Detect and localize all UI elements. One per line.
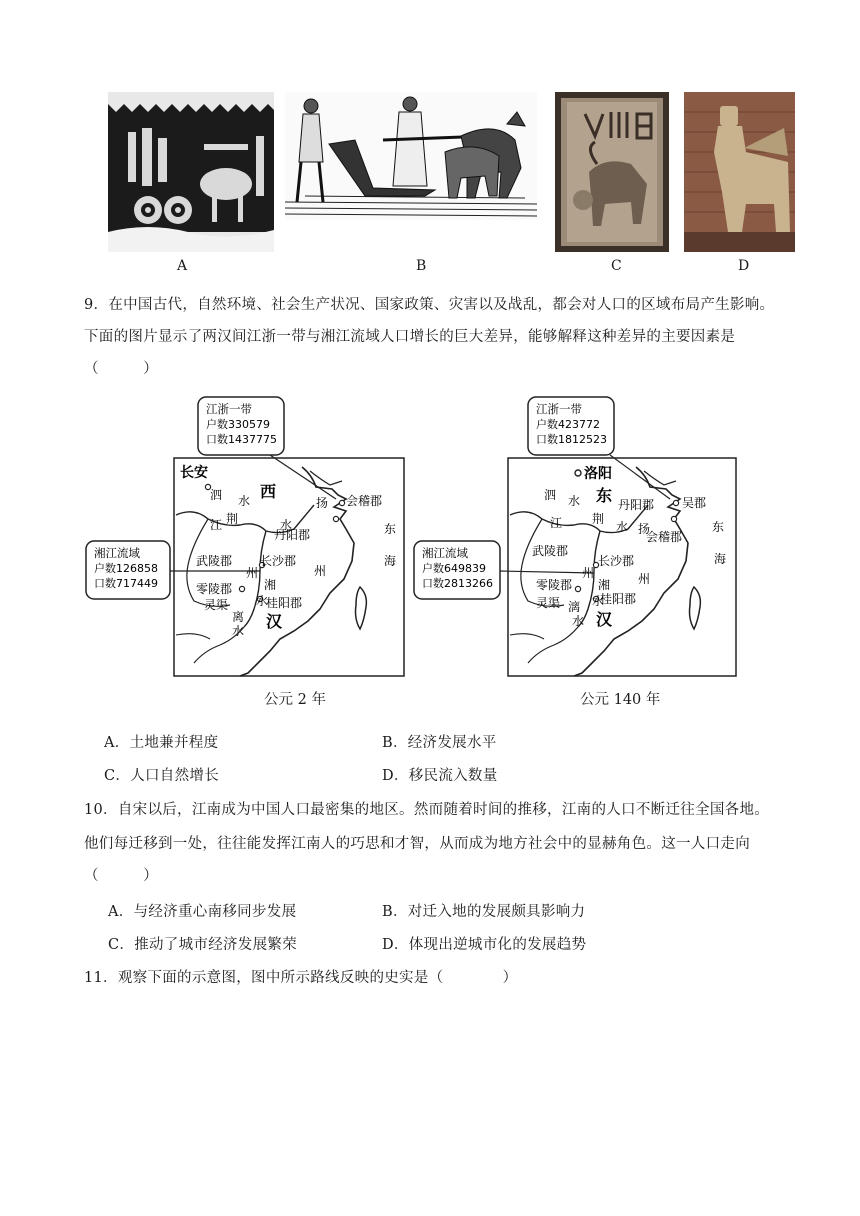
left-label-capital: 长安 <box>180 465 208 481</box>
q9-option-a[interactable]: A．土地兼并程度 <box>104 735 219 751</box>
left-map-label-zhou2: 州 <box>314 564 327 578</box>
map-eastern-han <box>412 395 742 685</box>
right-map-label-yang: 扬 <box>638 522 651 536</box>
q9-stem-line2: 下面的图片显示了两汉间江浙一带与湘江流域人口增长的巨大差异，能够解释这种差异的主要因素是 <box>84 329 736 345</box>
q9-option-c[interactable]: C．人口自然增长 <box>104 768 219 784</box>
left-jz-title: 江浙一带 <box>206 402 252 416</box>
right-map-label-zhou1: 州 <box>582 566 595 580</box>
image-label-c: C <box>611 258 622 274</box>
right-xj-hu: 户数649839 <box>422 562 486 575</box>
right-map-caption: 公元 140 年 <box>580 692 661 708</box>
right-label-dyn2: 汉 <box>596 610 613 629</box>
left-label-wuling: 武陵郡 <box>196 554 233 568</box>
right-xj-kou: 口数2813266 <box>422 577 493 590</box>
left-map-label-jing: 荆 <box>226 512 239 526</box>
left-map-label-dong: 东 <box>384 522 397 536</box>
right-map-label-dong: 东 <box>712 520 725 534</box>
right-map-label-hai: 海 <box>714 552 727 566</box>
map-western-han <box>84 395 414 685</box>
left-xj-kou: 口数717449 <box>94 577 158 590</box>
right-jz-kou: 口数1812523 <box>536 433 607 446</box>
left-map-label-shui2: 水 <box>280 518 293 532</box>
left-label-guiyang: 桂阳郡 <box>266 596 303 610</box>
q9-option-b[interactable]: B．经济发展水平 <box>382 735 497 751</box>
left-label-lingqu: 灵渠 <box>204 598 229 612</box>
right-jz-title: 江浙一带 <box>536 402 582 416</box>
right-label-wu: 吴郡 <box>682 496 707 510</box>
right-map-label-li: 漓 <box>568 600 581 614</box>
right-label-lingling: 零陵郡 <box>536 578 573 592</box>
left-label-kuaiji: 会稽郡 <box>346 494 383 508</box>
left-xj-title: 湘江流域 <box>94 546 140 560</box>
right-map-label-shui4: 水 <box>572 614 585 628</box>
right-map-label-xiang: 湘 <box>598 578 611 592</box>
right-map-label-zhou2: 州 <box>638 572 651 586</box>
left-xj-hu: 户数126858 <box>94 562 158 575</box>
right-jz-hu: 户数423772 <box>536 418 600 431</box>
right-label-changsha: 长沙郡 <box>598 554 635 568</box>
image-label-a: A <box>177 258 188 274</box>
q10-option-c[interactable]: C．推动了城市经济发展繁荣 <box>108 937 297 953</box>
right-map-label-shui3: 水 <box>592 594 605 608</box>
image-c-indus-seal <box>555 92 669 252</box>
right-xj-title: 湘江流域 <box>422 546 468 560</box>
left-map-label-shui1: 水 <box>238 494 251 508</box>
left-label-danyang: 丹阳郡 <box>274 528 311 542</box>
right-map-label-shui2: 水 <box>616 520 629 534</box>
q9-stem-line1: 9．在中国古代，自然环境、社会生产状况、国家政策、灾害以及战乱，都会对人口的区域布局产生影响。 <box>84 297 775 313</box>
q10-option-d[interactable]: D．体现出逆城市化的发展趋势 <box>382 937 587 953</box>
q10-option-b[interactable]: B．对迁入地的发展颇具影响力 <box>382 904 586 920</box>
left-map-label-xiang: 湘 <box>264 578 277 592</box>
right-label-kuaiji: 会稽郡 <box>646 530 683 544</box>
left-jz-hu: 户数330579 <box>206 418 270 431</box>
image-label-d: D <box>738 258 750 274</box>
left-map-label-jiang: 江 <box>210 518 223 532</box>
left-map-label-yang: 扬 <box>316 496 329 510</box>
right-map-label-jiang: 江 <box>550 516 563 530</box>
q11-stem: 11．观察下面的示意图，图中所示路线反映的史实是（ ） <box>84 970 518 986</box>
left-jz-kou: 口数1437775 <box>206 433 277 446</box>
left-map-label-hai: 海 <box>384 554 397 568</box>
right-label-guiyang: 桂阳郡 <box>600 592 637 606</box>
left-label-changsha: 长沙郡 <box>260 554 297 568</box>
right-label-dyn1: 东 <box>596 486 613 505</box>
left-map-label-li: 离 <box>232 610 245 624</box>
image-label-b: B <box>416 258 427 274</box>
q10-answer-paren: （ ） <box>84 868 158 884</box>
right-label-lingqu: 灵渠 <box>536 596 561 610</box>
image-a-chariot-relief <box>108 92 274 252</box>
left-map-label-si: 泗 <box>210 488 223 502</box>
q10-stem-line1: 10．自宋以后，江南成为中国人口最密集的地区。然而随着时间的推移，江南的人口不断迁往全国各地。 <box>84 802 770 818</box>
left-map-label-zhou1: 州 <box>246 566 259 580</box>
right-map-label-jing: 荆 <box>592 512 605 526</box>
left-label-dyn2: 汉 <box>266 612 283 631</box>
right-label-danyang: 丹阳郡 <box>618 498 655 512</box>
right-map-label-si: 泗 <box>544 488 557 502</box>
q10-stem-line2: 他们每迁移到一处，往往能发挥江南人的巧思和才智，从而成为地方社会中的显赫角色。这一人口走向 <box>84 836 750 852</box>
left-map-label-shui4: 水 <box>232 624 245 638</box>
q10-option-a[interactable]: A．与经济重心南移同步发展 <box>108 904 297 920</box>
right-label-capital: 洛阳 <box>584 466 612 482</box>
image-d-lamassu <box>684 92 795 252</box>
q9-answer-paren: （ ） <box>84 361 158 377</box>
left-label-lingling: 零陵郡 <box>196 582 233 596</box>
right-label-wuling: 武陵郡 <box>532 544 569 558</box>
left-map-caption: 公元 2 年 <box>264 692 326 708</box>
right-map-label-shui1: 水 <box>568 494 581 508</box>
q9-option-d[interactable]: D．移民流入数量 <box>382 768 498 784</box>
image-b-ploughing-woodcut <box>285 92 537 220</box>
left-map-label-shui3: 水 <box>256 594 269 608</box>
left-label-dyn1: 西 <box>260 482 277 501</box>
